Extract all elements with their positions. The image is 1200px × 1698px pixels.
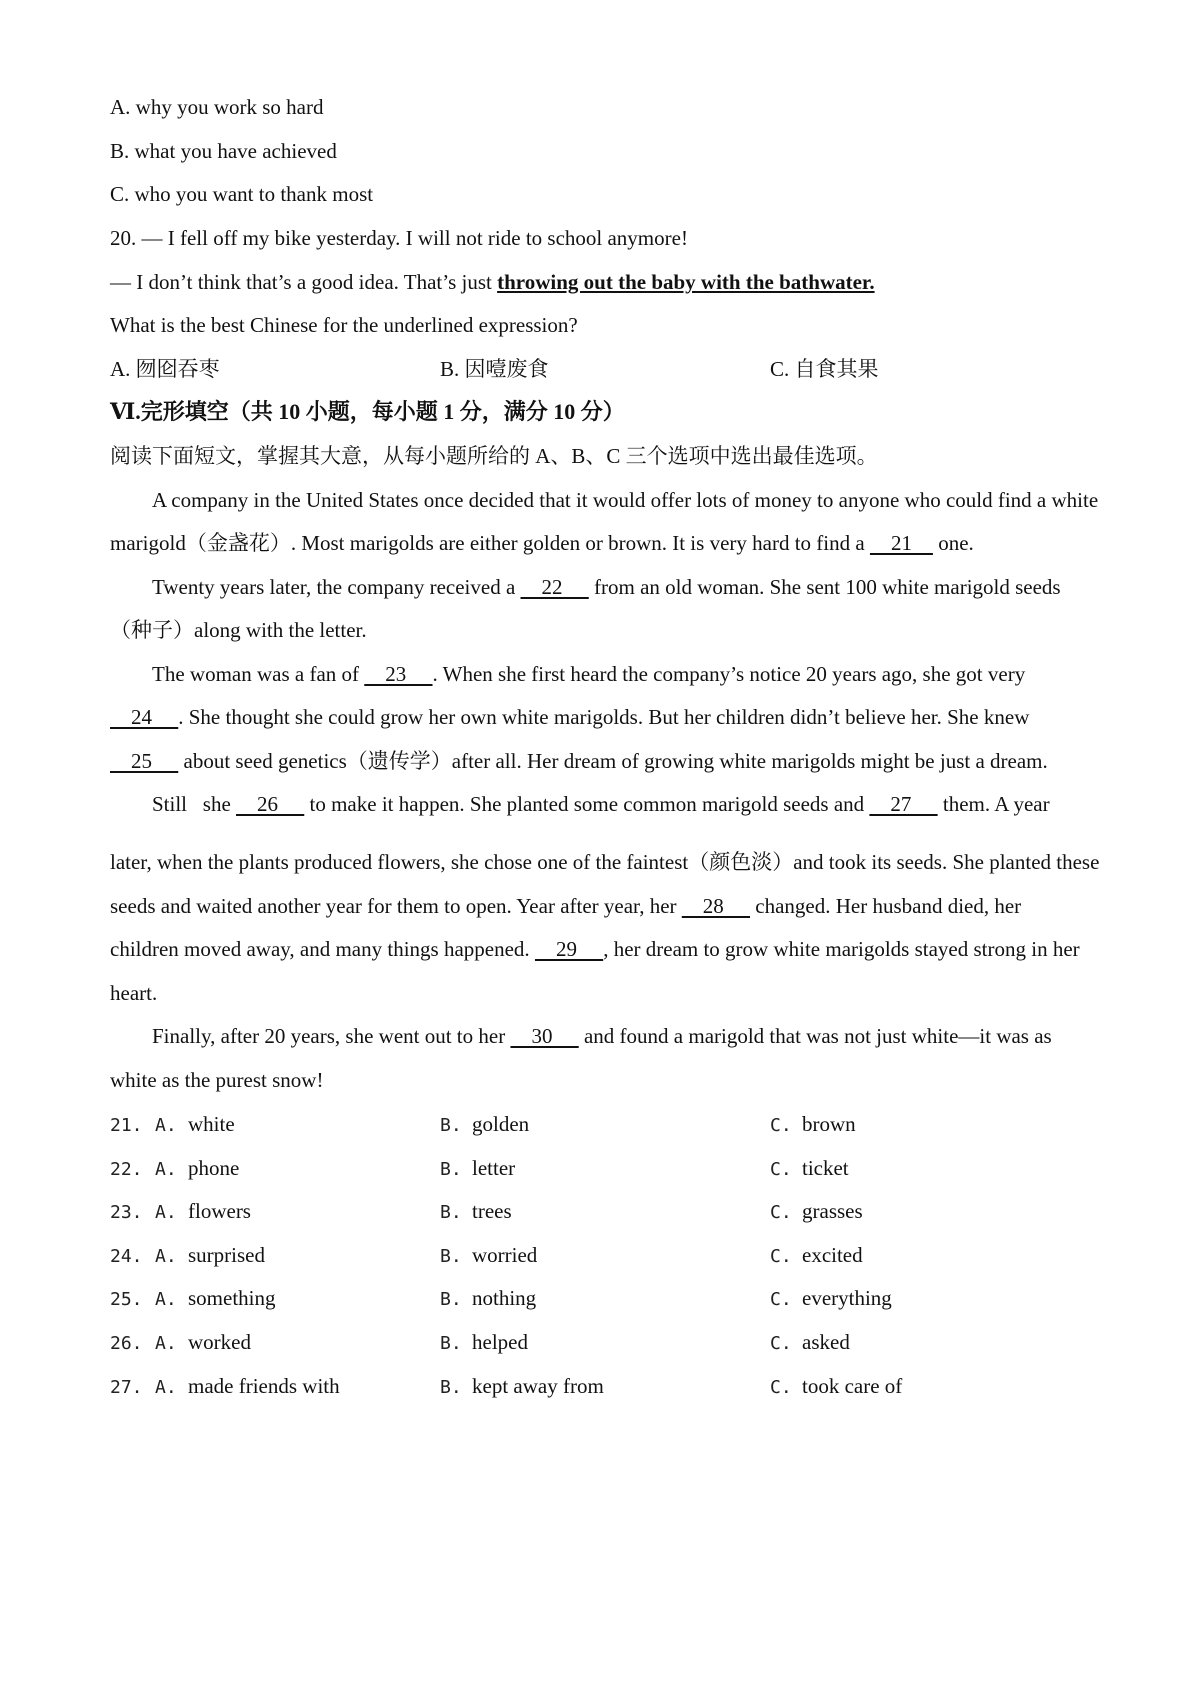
answer-row-26-c3 [770, 1328, 850, 1358]
q20-option-a: A. 囫囵吞枣 [110, 357, 220, 381]
option-letter-a: A. [155, 1377, 177, 1398]
question-number: 27. [110, 1377, 143, 1398]
question-number: 22. [110, 1159, 143, 1180]
option-letter-c: C. [770, 1333, 792, 1354]
option-a-text: phone [188, 1156, 240, 1180]
option-letter-a: A. [155, 1202, 177, 1223]
passage-text: changed. Her husband died, her [750, 894, 1022, 918]
answer-row-24-c3 [770, 1241, 863, 1271]
passage-p4-line5: heart. [110, 981, 158, 1005]
option-letter-a: A. [155, 1159, 177, 1180]
passage-p4-line4 [110, 935, 1080, 963]
passage-text: . When she first heard the company’s notice 20 years ago, she got very [432, 662, 1026, 686]
blank-24: 24 [110, 705, 179, 729]
passage-p4-line3 [110, 892, 1021, 920]
passage-p4-line1 [152, 790, 1050, 818]
option-letter-c: C. [770, 1115, 792, 1136]
answer-row-27-c2 [440, 1372, 604, 1402]
blank-29: 29 [534, 937, 604, 961]
passage-text: one. [932, 531, 974, 555]
question-number: 23. [110, 1202, 143, 1223]
option-letter-c: C. [770, 1202, 792, 1223]
option-c-text: grasses [802, 1199, 863, 1223]
passage-p4-line2: later, when the plants produced flowers, she chose one of the faintest（颜色淡）and took its seeds. She planted these [110, 850, 1100, 874]
passage-text: marigold（金盏花）. Most marigolds are either golden or brown. It is very hard to find a [110, 531, 870, 555]
q20-option-b: B. 因噎废食 [440, 357, 549, 381]
q19-option-c: C. who you want to thank most [110, 182, 374, 206]
q20-option-c: C. 自食其果 [770, 357, 879, 381]
answer-row-24-c2 [440, 1241, 537, 1271]
question-number: 26. [110, 1333, 143, 1354]
option-letter-c: C. [770, 1377, 792, 1398]
option-letter-b: B. [440, 1377, 462, 1398]
answer-row-25-c1 [110, 1284, 276, 1314]
option-letter-b: B. [440, 1333, 462, 1354]
passage-text: to make it happen. She planted some common marigold seeds and [304, 792, 870, 816]
answer-row-23-c2 [440, 1197, 512, 1227]
passage-text: seeds and waited another year for them to open. Year after year, her [110, 894, 682, 918]
option-b-text: nothing [472, 1286, 537, 1310]
answer-row-21-c1 [110, 1110, 235, 1140]
passage-text: The woman was a fan of [152, 662, 365, 686]
passage-p5-line2: white as the purest snow! [110, 1068, 324, 1092]
option-b-text: golden [472, 1112, 530, 1136]
passage-text: about seed genetics（遗传学）after all. Her dream of growing white marigolds might be just a dream. [178, 749, 1048, 773]
answer-row-26-c1 [110, 1328, 251, 1358]
option-letter-a: A. [155, 1289, 177, 1310]
option-letter-c: C. [770, 1289, 792, 1310]
passage-p5-line1 [152, 1022, 1052, 1050]
answer-row-27-c3 [770, 1372, 902, 1402]
option-a-text: flowers [188, 1199, 251, 1223]
option-letter-b: B. [440, 1159, 462, 1180]
answer-row-26-c2 [440, 1328, 528, 1358]
q19-option-a: A. why you work so hard [110, 95, 324, 119]
passage-text: Still she [152, 792, 237, 816]
answer-row-25-c2 [440, 1284, 536, 1314]
option-a-text: something [188, 1286, 276, 1310]
option-letter-c: C. [770, 1246, 792, 1267]
option-a-text: worked [188, 1330, 251, 1354]
section-heading: Ⅵ.完形填空（共 10 小题，每小题 1 分，满分 10 分） [110, 399, 625, 424]
q19-option-b: B. what you have achieved [110, 139, 337, 163]
option-b-text: worried [472, 1243, 538, 1267]
passage-text: Twenty years later, the company received a [152, 575, 521, 599]
passage-p2-line1 [152, 573, 1061, 601]
answer-row-23-c3 [770, 1197, 863, 1227]
passage-text: from an old woman. She sent 100 white marigold seeds [588, 575, 1061, 599]
option-c-text: everything [802, 1286, 892, 1310]
blank-22: 22 [520, 575, 589, 599]
option-letter-b: B. [440, 1202, 462, 1223]
q20-underlined-expression: throwing out the baby with the bathwater. [497, 270, 875, 294]
option-b-text: helped [472, 1330, 528, 1354]
answer-row-27-c1 [110, 1372, 340, 1402]
section-instruction: 阅读下面短文，掌握其大意，从每小题所给的 A、B、C 三个选项中选出最佳选项。 [110, 444, 878, 468]
option-letter-b: B. [440, 1115, 462, 1136]
option-a-text: made friends with [188, 1374, 340, 1398]
answer-row-21-c3 [770, 1110, 856, 1140]
option-letter-b: B. [440, 1246, 462, 1267]
answer-row-22-c1 [110, 1154, 239, 1184]
option-c-text: ticket [802, 1156, 849, 1180]
answer-row-22-c2 [440, 1154, 515, 1184]
option-letter-c: C. [770, 1159, 792, 1180]
passage-text: Finally, after 20 years, she went out to her [152, 1024, 511, 1048]
passage-text: , her dream to grow white marigolds stayed strong in her [603, 937, 1080, 961]
option-c-text: brown [802, 1112, 856, 1136]
option-a-text: white [188, 1112, 235, 1136]
blank-26: 26 [236, 792, 305, 816]
blank-30: 30 [510, 1024, 579, 1048]
passage-p3-line1 [152, 660, 1025, 688]
passage-text: children moved away, and many things happened. [110, 937, 535, 961]
option-c-text: took care of [802, 1374, 903, 1398]
passage-text: and found a marigold that was not just white—it was as [578, 1024, 1052, 1048]
answer-row-24-c1 [110, 1241, 265, 1271]
q20-dialogue-line1: 20. — I fell off my bike yesterday. I will not ride to school anymore! [110, 226, 688, 250]
passage-text: . She thought she could grow her own white marigolds. But her children didn’t believe her. She knew [178, 705, 1030, 729]
option-b-text: trees [472, 1199, 512, 1223]
passage-p1-line1: A company in the United States once decided that it would offer lots of money to anyone who could find a white [152, 488, 1099, 512]
question-number: 21. [110, 1115, 143, 1136]
question-number: 25. [110, 1289, 143, 1310]
option-c-text: asked [802, 1330, 850, 1354]
answer-row-25-c3 [770, 1284, 892, 1314]
answer-row-21-c2 [440, 1110, 529, 1140]
option-b-text: kept away from [472, 1374, 604, 1398]
option-b-text: letter [472, 1156, 516, 1180]
option-letter-b: B. [440, 1289, 462, 1310]
blank-28: 28 [681, 894, 751, 918]
option-letter-a: A. [155, 1333, 177, 1354]
passage-text: them. A year [937, 792, 1050, 816]
passage-p2-line2: （种子）along with the letter. [110, 618, 367, 642]
blank-23: 23 [364, 662, 433, 686]
option-c-text: excited [802, 1243, 863, 1267]
q20-question: What is the best Chinese for the underlined expression? [110, 313, 578, 337]
answer-row-22-c3 [770, 1154, 849, 1184]
option-letter-a: A. [155, 1246, 177, 1267]
passage-p3-line3 [110, 747, 1048, 775]
q20-line2-text: — I don’t think that’s a good idea. That’s just [110, 270, 498, 294]
question-number: 24. [110, 1246, 143, 1267]
option-a-text: surprised [188, 1243, 265, 1267]
blank-21: 21 [869, 531, 933, 555]
answer-row-23-c1 [110, 1197, 251, 1227]
passage-p1-line2 [110, 529, 974, 557]
blank-27: 27 [869, 792, 938, 816]
blank-25: 25 [110, 749, 179, 773]
option-letter-a: A. [155, 1115, 177, 1136]
q20-dialogue-line2 [110, 268, 875, 296]
passage-p3-line2 [110, 703, 1029, 731]
